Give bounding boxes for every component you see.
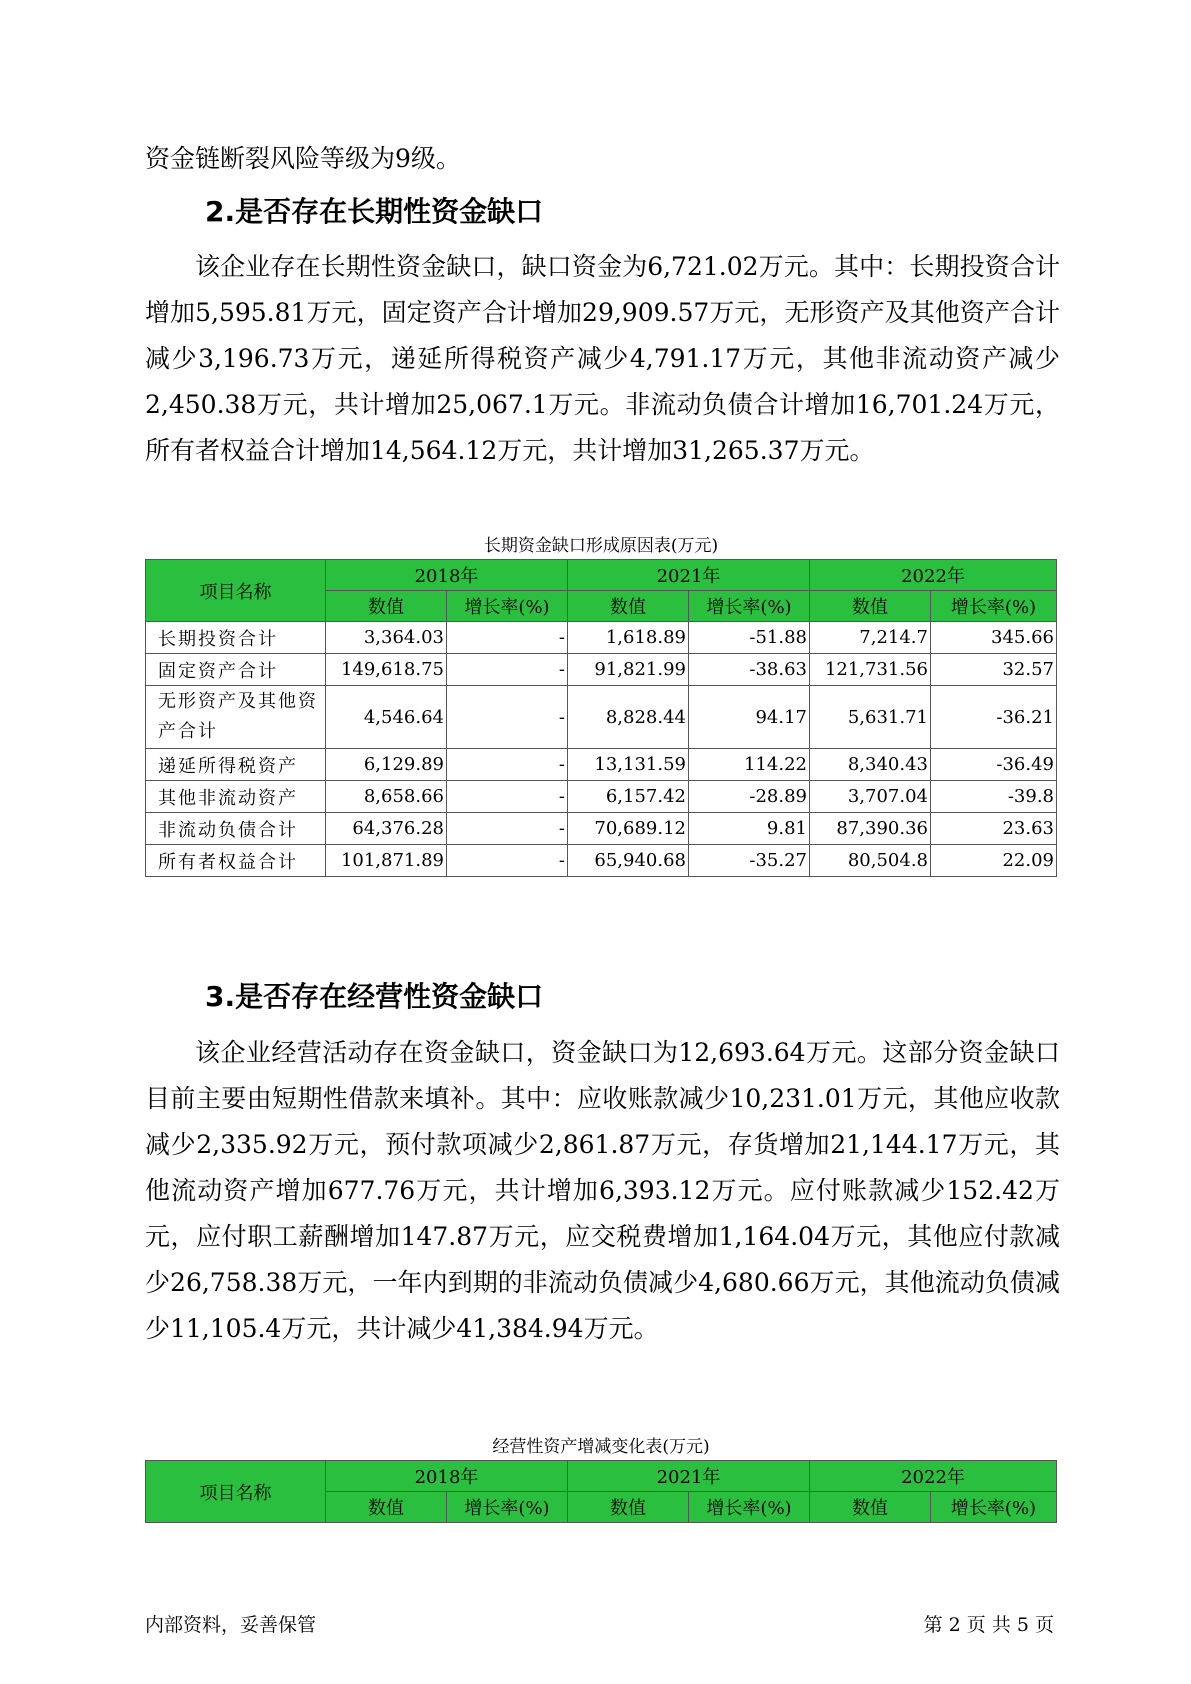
- rate-2018: -: [447, 654, 568, 686]
- row-name: 其他非流动资产: [146, 781, 326, 813]
- rate-2022: 32.57: [931, 654, 1057, 686]
- value-2022: 7,214.7: [810, 622, 931, 654]
- value-2022: 121,731.56: [810, 654, 931, 686]
- rate-2022: 22.09: [931, 845, 1057, 877]
- rate-2021: -51.88: [689, 622, 810, 654]
- rate-2018: -: [447, 781, 568, 813]
- intro-line: 资金链断裂风险等级为9级。: [145, 144, 461, 173]
- table-1-caption: 长期资金缺口形成原因表(万元): [483, 536, 719, 556]
- rate-2018: -: [447, 686, 568, 749]
- rate-2018: -: [447, 813, 568, 845]
- header-rate: 增长率(%): [689, 1492, 810, 1523]
- row-name: 无形资产及其他资产合计: [146, 686, 326, 749]
- header-year-2021: 2021年: [568, 560, 810, 591]
- value-2018: 6,129.89: [326, 749, 447, 781]
- header-item-name: 项目名称: [146, 1461, 326, 1523]
- table-row: [146, 781, 1057, 813]
- rate-2022: -39.8: [931, 781, 1057, 813]
- header-value: 数值: [568, 1492, 689, 1523]
- header-value: 数值: [326, 591, 447, 622]
- header-year-2022: 2022年: [810, 1461, 1057, 1492]
- section-2-paragraph: 该企业存在长期性资金缺口，缺口资金为6,721.02万元。其中：长期投资合计增加5,595.81万元，固定资产合计增加29,909.57万元，无形资产及其他资产合计减少3,196.73万元，递延所得税资产减少4,791.17万元，其他非流动资产减少2,450.38万元，共计增加25,067.1万元。非流动负债合计增加16,701.24万元，所有者权益合计增加14,564.12万元，共计增加31,265.37万元。: [145, 252, 1060, 465]
- row-name: 固定资产合计: [146, 654, 326, 686]
- rate-2022: -36.49: [931, 749, 1057, 781]
- rate-2021: -38.63: [689, 654, 810, 686]
- value-2022: 87,390.36: [810, 813, 931, 845]
- table-row: [146, 749, 1057, 781]
- header-year-2021: 2021年: [568, 1461, 810, 1492]
- value-2018: 3,364.03: [326, 622, 447, 654]
- rate-2022: 23.63: [931, 813, 1057, 845]
- header-year-2022: 2022年: [810, 560, 1057, 591]
- header-value: 数值: [810, 591, 931, 622]
- value-2022: 8,340.43: [810, 749, 931, 781]
- rate-2021: 114.22: [689, 749, 810, 781]
- value-2022: 5,631.71: [810, 686, 931, 749]
- table-row: [146, 622, 1057, 654]
- value-2021: 70,689.12: [568, 813, 689, 845]
- value-2022: 3,707.04: [810, 781, 931, 813]
- operating-asset-table: [145, 1460, 1057, 1523]
- rate-2018: -: [447, 622, 568, 654]
- footer-confidential-note: 内部资料，妥善保管: [145, 1614, 317, 1636]
- table-row: [146, 654, 1057, 686]
- row-name: 长期投资合计: [146, 622, 326, 654]
- rate-2018: -: [447, 749, 568, 781]
- value-2021: 65,940.68: [568, 845, 689, 877]
- header-rate: 增长率(%): [447, 1492, 568, 1523]
- value-2018: 101,871.89: [326, 845, 447, 877]
- row-name: 非流动负债合计: [146, 813, 326, 845]
- rate-2022: -36.21: [931, 686, 1057, 749]
- value-2022: 80,504.8: [810, 845, 931, 877]
- footer-page-number: 第 2 页 共 5 页: [923, 1614, 1054, 1636]
- table-2-caption: 经营性资产增减变化表(万元): [492, 1437, 710, 1457]
- value-2018: 8,658.66: [326, 781, 447, 813]
- value-2021: 6,157.42: [568, 781, 689, 813]
- value-2021: 8,828.44: [568, 686, 689, 749]
- header-rate: 增长率(%): [931, 1492, 1057, 1523]
- section-3-heading: 3.是否存在经营性资金缺口: [205, 980, 544, 1013]
- rate-2021: -28.89: [689, 781, 810, 813]
- value-2021: 91,821.99: [568, 654, 689, 686]
- rate-2021: 9.81: [689, 813, 810, 845]
- header-value: 数值: [810, 1492, 931, 1523]
- value-2018: 149,618.75: [326, 654, 447, 686]
- value-2018: 4,546.64: [326, 686, 447, 749]
- rate-2021: 94.17: [689, 686, 810, 749]
- row-name: 递延所得税资产: [146, 749, 326, 781]
- value-2018: 64,376.28: [326, 813, 447, 845]
- header-year-2018: 2018年: [326, 560, 568, 591]
- header-value: 数值: [326, 1492, 447, 1523]
- rate-2018: -: [447, 845, 568, 877]
- row-name: 所有者权益合计: [146, 845, 326, 877]
- table-row: [146, 813, 1057, 845]
- section-2-heading: 2.是否存在长期性资金缺口: [205, 195, 544, 228]
- header-value: 数值: [568, 591, 689, 622]
- value-2021: 1,618.89: [568, 622, 689, 654]
- header-rate: 增长率(%): [931, 591, 1057, 622]
- value-2021: 13,131.59: [568, 749, 689, 781]
- header-rate: 增长率(%): [447, 591, 568, 622]
- header-year-2018: 2018年: [326, 1461, 568, 1492]
- header-item-name: 项目名称: [146, 560, 326, 622]
- table-row: [146, 686, 1057, 749]
- section-3-paragraph: 该企业经营活动存在资金缺口，资金缺口为12,693.64万元。这部分资金缺口目前主要由短期性借款来填补。其中：应收账款减少10,231.01万元，其他应收款减少2,335.92万元，预付款项减少2,861.87万元，存货增加21,144.17万元，其他流动资产增加677.76万元，共计增加6,393.12万元。应付账款减少152.42万元，应付职工薪酬增加147.87万元，应交税费增加1,164.04万元，其他应付款减少26,758.38万元，一年内到期的非流动负债减少4,680.66万元，其他流动负债减少11,105.4万元，共计减少41,384.94万元。: [145, 1038, 1060, 1343]
- rate-2021: -35.27: [689, 845, 810, 877]
- rate-2022: 345.66: [931, 622, 1057, 654]
- long-term-gap-table: [145, 559, 1057, 877]
- header-rate: 增长率(%): [689, 591, 810, 622]
- table-row: [146, 845, 1057, 877]
